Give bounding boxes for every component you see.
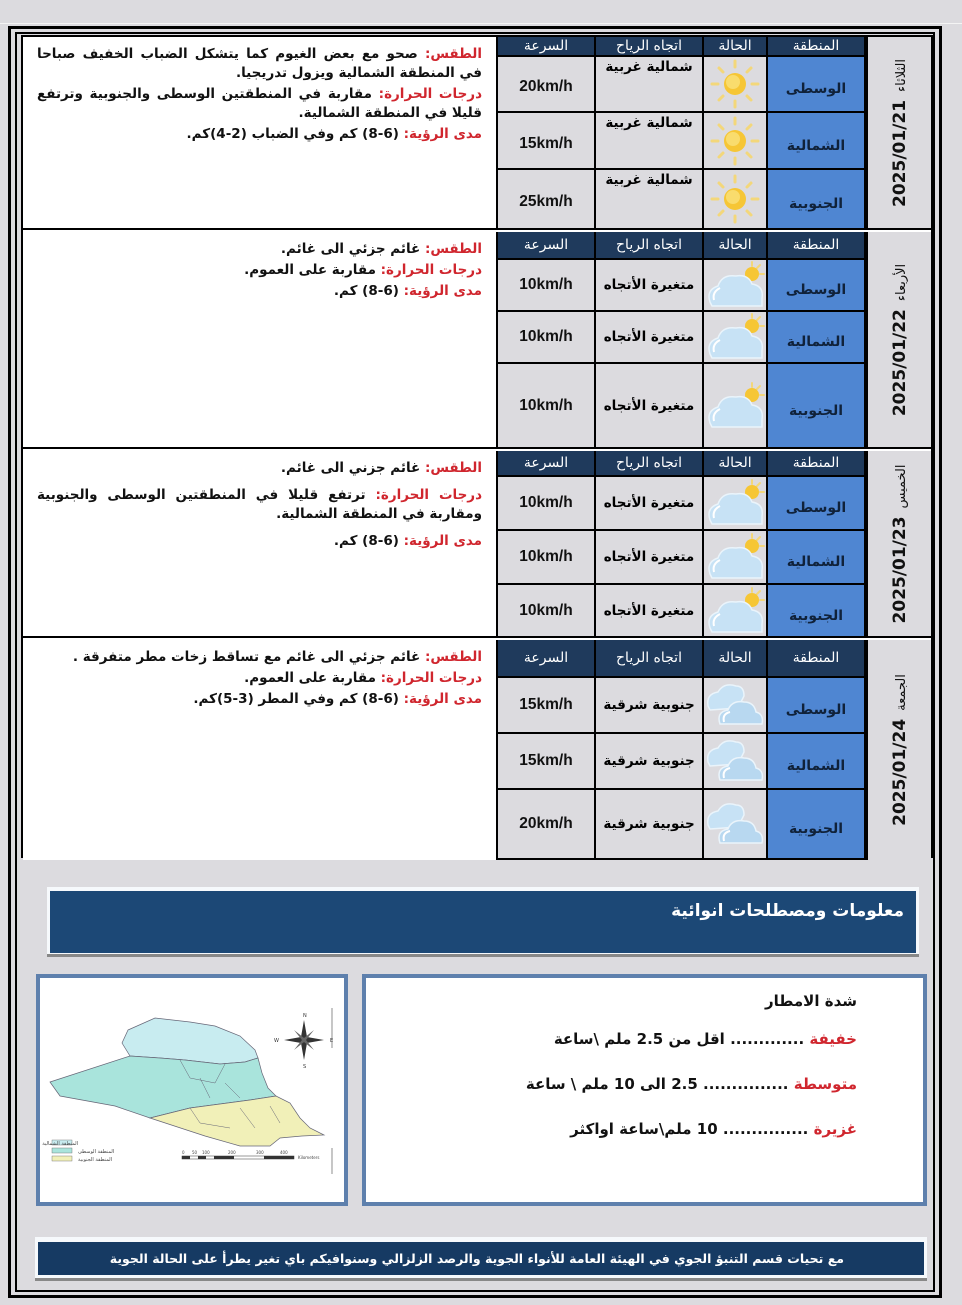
temperature-note — [37, 669, 482, 688]
footer-bar — [38, 1242, 924, 1275]
region-cell: الجنوبية — [768, 790, 864, 858]
weather-note-label: الطقس: — [424, 649, 482, 665]
region-cell: الجنوبية — [768, 170, 864, 228]
day-grid — [498, 451, 866, 636]
date-column — [866, 37, 931, 228]
svg-text:400: 400 — [280, 1150, 288, 1155]
temperature-note — [37, 486, 482, 524]
weather-note-text: غائم جزني الى غائم. — [280, 460, 421, 476]
date-text: 2025/01/23 — [889, 515, 910, 624]
date-column — [866, 232, 931, 447]
wind-direction-cell: متغيرة الأتجاه — [596, 477, 702, 529]
day-notes — [23, 232, 498, 447]
header-cond: الحالة — [704, 451, 766, 475]
wind-speed-cell: 20km/h — [498, 790, 594, 858]
footer-text: مع تحيات قسم التنبؤ الجوي في الهيئة العامة للأنواء الجوية والرصد الزلزالي وسنوافيكم باي تغير يطرأ على الحالة الجوية — [109, 1251, 844, 1266]
day-date — [890, 674, 910, 826]
svg-text:200: 200 — [228, 1150, 236, 1155]
wind-direction-cell: شمالية غربية — [596, 170, 702, 228]
weather-note-label: الطقس: — [424, 460, 482, 476]
svg-text:المنطقة الشمالية: المنطقة الشمالية — [42, 1141, 78, 1147]
map-legend — [42, 1140, 114, 1163]
day-grid — [498, 37, 866, 228]
section-banner — [47, 887, 919, 957]
temperature-note-text: ترتفع قليلا في المنطقتين الوسطى والجنوبية ومقاربة في المنطقة الشمالية. — [37, 487, 482, 522]
header-cond: الحالة — [704, 232, 766, 258]
wind-direction-cell: جنوبية شرقية — [596, 678, 702, 732]
wind-speed-cell: 25km/h — [498, 170, 594, 228]
sunny-icon — [704, 57, 766, 111]
wind-speed-cell: 10km/h — [498, 312, 594, 362]
section-title: معلومات ومصطلحات انوائية — [671, 901, 904, 921]
weather-note — [37, 45, 482, 83]
date-text: 2025/01/22 — [889, 308, 910, 416]
date-text: 2025/01/21 — [889, 99, 910, 207]
svg-text:50: 50 — [192, 1150, 198, 1155]
date-column — [866, 640, 931, 860]
rain-level-moderate: متوسطة ............... 2.5 الى 10 ملم \ ساعة — [525, 1075, 857, 1093]
header-region: المنطقة — [768, 451, 864, 475]
day-date — [890, 59, 910, 207]
temperature-note-text: مقاربة على العموم. — [244, 670, 376, 686]
header-region: المنطقة — [768, 640, 864, 676]
temperature-note-label: درجات الحرارة: — [378, 86, 482, 102]
svg-text:N: N — [303, 1013, 307, 1019]
wind-speed-cell: 10km/h — [498, 585, 594, 636]
weather-note — [37, 240, 482, 259]
region-cell: الجنوبية — [768, 585, 864, 636]
wind-speed-cell: 15km/h — [498, 734, 594, 788]
cloudy-icon — [704, 678, 766, 732]
svg-text:100: 100 — [202, 1150, 210, 1155]
header-wind: اتجاه الرياح — [596, 451, 702, 475]
visibility-note-label: مدى الرؤية: — [403, 533, 482, 549]
forecast-table — [21, 35, 933, 858]
visibility-note-text: (6-8) كم وفي المطر (3-5)كم. — [193, 691, 399, 707]
wind-speed-cell: 10km/h — [498, 260, 594, 310]
section-banner-bar — [50, 891, 916, 953]
region-cell: الوسطى — [768, 678, 864, 732]
wind-direction-cell: متغيرة الأتجاه — [596, 312, 702, 362]
svg-text:S: S — [303, 1064, 307, 1070]
footer-banner — [35, 1237, 927, 1281]
visibility-note — [37, 690, 482, 709]
visibility-note-label: مدى الرؤية: — [403, 126, 482, 142]
day-date — [890, 464, 910, 623]
partly-cloudy-icon — [704, 312, 766, 362]
weather-note-text: غائم جزئي الى غائم مع تساقط زخات مطر متفرقة . — [72, 649, 421, 665]
partly-cloudy-icon — [704, 585, 766, 636]
date-column — [866, 451, 931, 636]
wind-speed-cell: 15km/h — [498, 113, 594, 168]
region-cell: الشمالية — [768, 312, 864, 362]
visibility-note-text: (6-8) كم. — [333, 533, 399, 549]
header-cond: الحالة — [704, 37, 766, 55]
sunny-icon — [704, 113, 766, 168]
wind-speed-cell: 15km/h — [498, 678, 594, 732]
temperature-note-label: درجات الحرارة: — [375, 487, 483, 503]
weather-note-label: الطقس: — [424, 46, 482, 62]
temperature-note — [37, 85, 482, 123]
wind-speed-cell: 10km/h — [498, 364, 594, 447]
header-region: المنطقة — [768, 232, 864, 258]
weather-note-text: صحو مع بعض الغيوم كما يتشكل الضباب الخفيف صباحا في المنطقة الشمالية ويزول تدريجيا. — [37, 46, 482, 81]
header-speed: السرعة — [498, 232, 594, 258]
forecast-day-2 — [23, 232, 931, 449]
wind-direction-cell: متغيرة الأتجاه — [596, 531, 702, 583]
compass-rose-icon — [274, 1013, 333, 1070]
svg-text:المنطقة الوسطى: المنطقة الوسطى — [78, 1149, 115, 1155]
day-name: الخميس — [893, 463, 909, 508]
iraq-regions-map-icon — [40, 978, 344, 1202]
weather-note — [37, 648, 482, 667]
svg-text:0: 0 — [182, 1150, 185, 1155]
page-frame-inner — [15, 32, 935, 1292]
forecast-day-4 — [23, 640, 931, 860]
wind-direction-cell: متغيرة الأتجاه — [596, 364, 702, 447]
sunny-icon — [704, 170, 766, 228]
svg-text:E: E — [330, 1038, 334, 1044]
region-cell: الوسطى — [768, 57, 864, 111]
temperature-note-text: مقاربة في المنطقتين الوسطى والجنوبية وترتفع قليلا في المنطقة الشمالية. — [37, 86, 482, 121]
temperature-note — [37, 261, 482, 280]
rain-intensity-title: شدة الامطار — [765, 992, 857, 1010]
visibility-note-text: (6-8) كم وفي الضباب (2-4)كم. — [186, 126, 399, 142]
wind-direction-cell: شمالية غربية — [596, 57, 702, 111]
svg-text:300: 300 — [256, 1150, 264, 1155]
day-name: الجمعة — [893, 674, 909, 711]
wind-speed-cell: 20km/h — [498, 57, 594, 111]
day-notes — [23, 37, 498, 228]
date-text: 2025/01/24 — [889, 718, 910, 826]
partly-cloudy-icon — [704, 260, 766, 310]
header-wind: اتجاه الرياح — [596, 232, 702, 258]
day-grid — [498, 232, 866, 447]
header-wind: اتجاه الرياح — [596, 640, 702, 676]
region-cell: الوسطى — [768, 260, 864, 310]
cloudy-icon — [704, 734, 766, 788]
day-notes — [23, 640, 498, 860]
temperature-note-text: مقاربة على العموم. — [244, 262, 376, 278]
visibility-note-label: مدى الرؤية: — [403, 283, 482, 299]
day-name: الأربعاء — [893, 263, 909, 301]
header-wind: اتجاه الرياح — [596, 37, 702, 55]
region-cell: الجنوبية — [768, 364, 864, 447]
top-gap — [0, 0, 962, 24]
day-grid — [498, 640, 866, 860]
region-cell: الشمالية — [768, 531, 864, 583]
partly-cloudy-icon — [704, 477, 766, 529]
svg-text:المنطقة الجنوبية: المنطقة الجنوبية — [78, 1157, 113, 1163]
header-speed: السرعة — [498, 640, 594, 676]
partly-cloudy-icon — [704, 531, 766, 583]
cloudy-icon — [704, 790, 766, 858]
rain-level-light: خفيفة ............. اقل من 2.5 ملم \ساعة — [553, 1030, 857, 1048]
region-cell: الشمالية — [768, 734, 864, 788]
svg-text:W: W — [274, 1038, 279, 1044]
weather-note — [37, 459, 482, 478]
wind-direction-cell: متغيرة الأتجاه — [596, 260, 702, 310]
visibility-note-text: (6-8) كم. — [333, 283, 399, 299]
wind-speed-cell: 10km/h — [498, 531, 594, 583]
header-region: المنطقة — [768, 37, 864, 55]
partly-cloudy-icon — [704, 364, 766, 447]
visibility-note — [37, 125, 482, 144]
visibility-note — [37, 282, 482, 301]
day-notes — [23, 451, 498, 636]
region-cell: الوسطى — [768, 477, 864, 529]
region-cell: الشمالية — [768, 113, 864, 168]
visibility-note-label: مدى الرؤية: — [403, 691, 482, 707]
weather-note-label: الطقس: — [424, 241, 482, 257]
scale-bar — [182, 1150, 319, 1160]
svg-text:Kilometers: Kilometers — [298, 1155, 320, 1160]
header-speed: السرعة — [498, 451, 594, 475]
day-name: الثلاثاء — [893, 58, 909, 92]
rain-level-heavy: غزيرة ............... 10 ملم\ساعة اواكثر — [570, 1120, 857, 1138]
temperature-note-label: درجات الحرارة: — [380, 670, 482, 686]
visibility-note — [37, 532, 482, 551]
wind-speed-cell: 10km/h — [498, 477, 594, 529]
wind-direction-cell: جنوبية شرقية — [596, 790, 702, 858]
wind-direction-cell: جنوبية شرقية — [596, 734, 702, 788]
rain-intensity-box — [362, 974, 927, 1206]
header-cond: الحالة — [704, 640, 766, 676]
forecast-day-3 — [23, 451, 931, 638]
wind-direction-cell: شمالية غربية — [596, 113, 702, 168]
page-frame — [8, 26, 942, 1298]
temperature-note-label: درجات الحرارة: — [380, 262, 482, 278]
header-speed: السرعة — [498, 37, 594, 55]
forecast-day-1 — [23, 37, 931, 230]
weather-note-text: غائم جزئي الى غائم. — [280, 241, 421, 257]
day-date — [890, 263, 910, 415]
regions-map — [36, 974, 348, 1206]
wind-direction-cell: متغيرة الأتجاه — [596, 585, 702, 636]
